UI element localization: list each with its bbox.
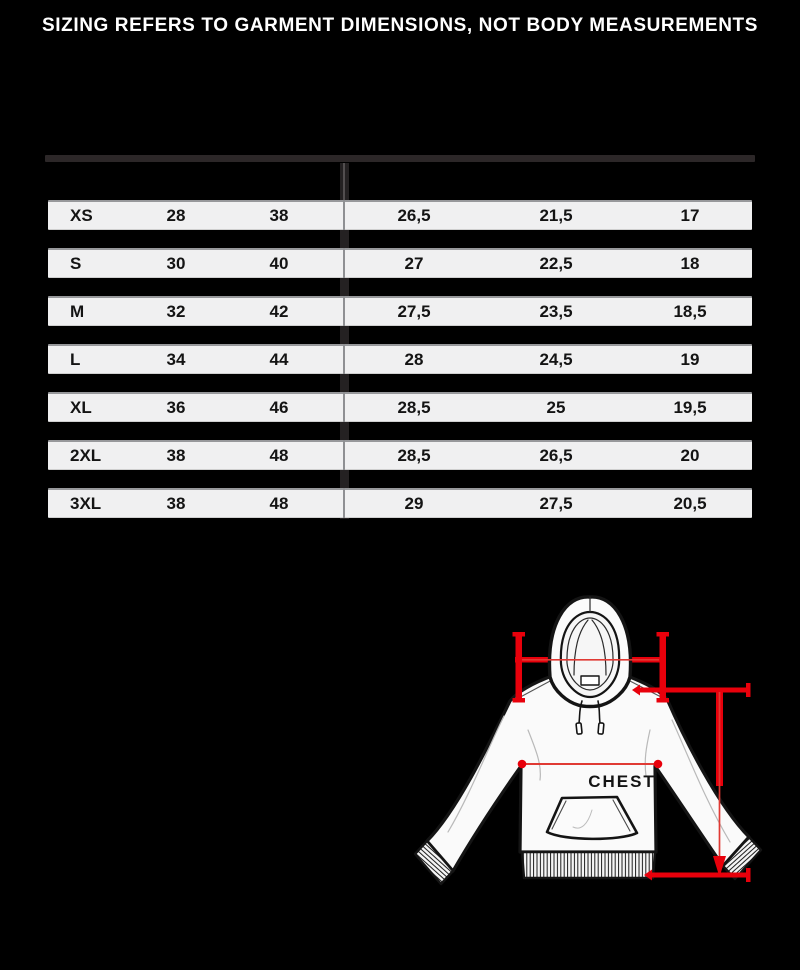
value-cell: 26,5 — [539, 446, 573, 465]
table-row — [48, 344, 752, 374]
value-cell: 22,5 — [539, 254, 573, 273]
value-cell: 27,5 — [539, 494, 573, 513]
chest-label: CHEST — [588, 772, 656, 791]
table-row — [48, 488, 752, 518]
table-row — [48, 392, 752, 422]
value-cell: 28 — [166, 206, 186, 225]
value-cell: 19,5 — [673, 398, 707, 417]
size-table-rows — [48, 200, 752, 536]
size-cell: 3XL — [70, 494, 102, 513]
hoodie-size-diagram — [400, 580, 800, 970]
page-title: SIZING REFERS TO GARMENT DIMENSIONS, NOT BODY MEASUREMENTS — [41, 15, 759, 36]
value-cell: 21,5 — [539, 206, 573, 225]
size-cell: S — [70, 254, 82, 273]
value-cell: 27,5 — [397, 302, 431, 321]
value-cell: 32 — [166, 302, 186, 321]
size-cell: M — [70, 302, 85, 321]
hood-label — [581, 676, 599, 685]
value-cell: 46 — [269, 398, 289, 417]
size-cell: L — [70, 350, 81, 369]
value-cell: 28,5 — [397, 398, 431, 417]
value-cell: 18,5 — [673, 302, 707, 321]
value-cell: 38 — [269, 206, 289, 225]
value-cell: 20,5 — [673, 494, 707, 513]
value-cell: 28,5 — [397, 446, 431, 465]
table-header-bar — [45, 155, 755, 162]
value-cell: 28 — [404, 350, 424, 369]
value-cell: 23,5 — [539, 302, 573, 321]
value-cell: 36 — [166, 398, 186, 417]
value-cell: 19 — [680, 350, 700, 369]
value-cell: 25 — [546, 398, 566, 417]
value-cell: 42 — [269, 302, 289, 321]
value-cell: 38 — [166, 494, 186, 513]
value-cell: 18 — [680, 254, 700, 273]
size-cell: XL — [70, 398, 92, 417]
value-cell: 27 — [404, 254, 424, 273]
size-cell: XS — [70, 206, 93, 225]
value-cell: 29 — [404, 494, 424, 513]
table-row — [48, 440, 752, 470]
value-cell: 40 — [269, 254, 289, 273]
size-cell: 2XL — [70, 446, 102, 465]
value-cell: 48 — [269, 494, 289, 513]
table-row — [48, 248, 752, 278]
value-cell: 34 — [166, 350, 186, 369]
value-cell: 48 — [269, 446, 289, 465]
value-cell: 26,5 — [397, 206, 431, 225]
value-cell: 24,5 — [539, 350, 573, 369]
value-cell: 17 — [680, 206, 700, 225]
value-cell: 20 — [680, 446, 700, 465]
table-row — [48, 200, 752, 230]
table-row — [48, 296, 752, 326]
hoodie-illustration — [415, 597, 761, 884]
value-cell: 44 — [269, 350, 289, 369]
column-divider-connector — [343, 163, 345, 201]
value-cell: 38 — [166, 446, 186, 465]
hem-band — [522, 852, 655, 878]
value-cell: 30 — [166, 254, 186, 273]
